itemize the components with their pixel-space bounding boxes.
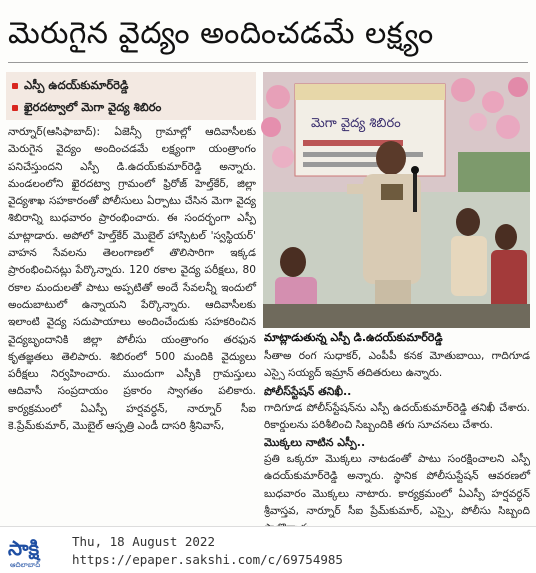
article-paragraph: గాదిగూడ పోలీస్‌స్టేషన్‌ను ఎస్పీ ఉదయ్‌కుమార్‌రెడ్డి తనిఖీ చేశారు. రికార్డులను పరిశీలించి సిబ్బందికి తగు సూచనలు చేశారు. — [264, 401, 530, 431]
event-photo — [263, 72, 530, 328]
article-paragraph: సీతాఅ రంగ సుధాకర్, ఎంపీపీ కనక మోతుబాయి, గాదిగూడ ఎస్సై సయ్యద్ ఇమ్రాన్ తదితరులు ఉన్నారు. — [264, 350, 530, 380]
svg-text:సాక్షి: సాక్షి — [8, 536, 40, 560]
banner-text: మెగా వైద్య శిబిరం — [311, 116, 401, 131]
bullet-icon — [12, 105, 18, 111]
headline-divider — [8, 62, 528, 63]
highlights-box — [6, 72, 256, 120]
epaper-url[interactable]: https://epaper.sakshi.com/c/69754985 — [72, 552, 343, 567]
article-column-2 — [264, 348, 530, 523]
sakshi-logo — [6, 531, 66, 569]
headline: మెరుగైన వైద్యం అందించడమే లక్ష్యం — [8, 16, 434, 51]
article-paragraph: నార్నూర్(ఆసిఫాబాద్): ఏజెన్సీ గ్రామాల్లో ఆదివాసీలకు మెరుగైన వైద్యం అందించడమే లక్ష్యంగా యంత్రాంగం పనిచేస్తుందని ఎస్పీ డి.ఉదయ్‌కుమార్‌రెడ్డి అన్నారు. మండలంలోని ఖైరదట్వా గ్రామంలో ఫ్రిరోజ్ హెల్త్‌కేర్, జిల్లా వైద్యశాఖ సహకారంతో పోలీసులు ఏర్పాటు చేసిన మెగా వైద్య శిబిరాన్ని బుధవారం ప్రారంభించారు. ఈ సందర్భంగా ఎస్పీ మాట్లాడారు. అపోలో హెల్త్‌కేర్ మొబైల్ హాస్పిటల్ 'స్వస్థియర్' వాహన సేవలను తెలంగాణలో తొలిసారిగా ఇక్కడ ప్రారంభించినట్లు పేర్కొన్నారు. 120 రకాల వైద్య పరీక్షలు, 80 రకాల మందులతో పాటు అప్పటితో అందే సేవలన్నీ ఇందులో అందుబాటులో ఉన్నాయని పేర్కొన్నారు. ఆదివాసీలకు ఇలాంటి వైద్య సదుపాయాలు అందించేందుకు సహకరించిన వైద్యబృందానికి జిల్లా పోలీసు యంత్రాంగం తరఫున కృతజ్ఞతలు తెలిపారు. శిబిరంలో 500 మందికి వైద్యులు పరీక్షలు నిర్వహించారు. ముందుగా ఎస్పీకి గ్రామస్తులు ఆదివాసీ సంప్రదాయం ప్రకారం స్వాగతం పలికారు. కార్యక్రమంలో ఏఎస్పీ హర్షవర్ధన్, నార్నూర్ సీఐ కె.ప్రేమ్‌కుమార్, మొబైల్ ఆస్పత్రి ఎండీ దాసరి శ్రీనివాస్, — [8, 126, 256, 433]
epaper-footer — [0, 526, 536, 573]
highlight-text: ఎస్పీ ఉదయ్‌కుమార్‌రెడ్డి — [24, 78, 129, 92]
event-photo-illustration — [263, 72, 530, 328]
article-paragraph: ప్రతి ఒక్కరూ మొక్కలు నాటడంతో పాటు సంరక్షించాలని ఎస్పీ ఉదయ్‌కుమార్‌రెడ్డి అన్నారు. స్థానిక పోలీసుస్టేషన్ ఆవరణలో బుధవారం మొక్కలు నాటారు. కార్యక్రమంలో ఏఎస్పీ హర్షవర్ధన్ శ్రీవాస్తవ, నార్నూర్ సీఐ ప్రేమ్‌కుమార్, ఎస్సై, పోలీసు సిబ్బంది — [264, 453, 530, 518]
photo-caption: మాట్లాడుతున్న ఎస్పీ డి.ఉదయ్‌కుమార్‌రెడ్డి — [264, 331, 443, 344]
highlight-item — [12, 75, 252, 95]
article-column-1 — [8, 124, 256, 520]
subheading: మొక్కలు నాటిన ఎస్పీ.. — [264, 436, 366, 450]
publication-date: Thu, 18 August 2022 — [72, 534, 215, 549]
bullet-icon — [12, 83, 18, 89]
highlight-text: ఖైరదట్వాలో మెగా వైద్య శిబిరం — [24, 100, 162, 114]
subheading: పోలీస్‌స్టేషన్ తనిఖీ.. — [264, 384, 352, 398]
svg-text:ఆదిలాబాద్: ఆదిలాబాద్ — [10, 561, 41, 569]
highlight-item — [12, 97, 252, 117]
